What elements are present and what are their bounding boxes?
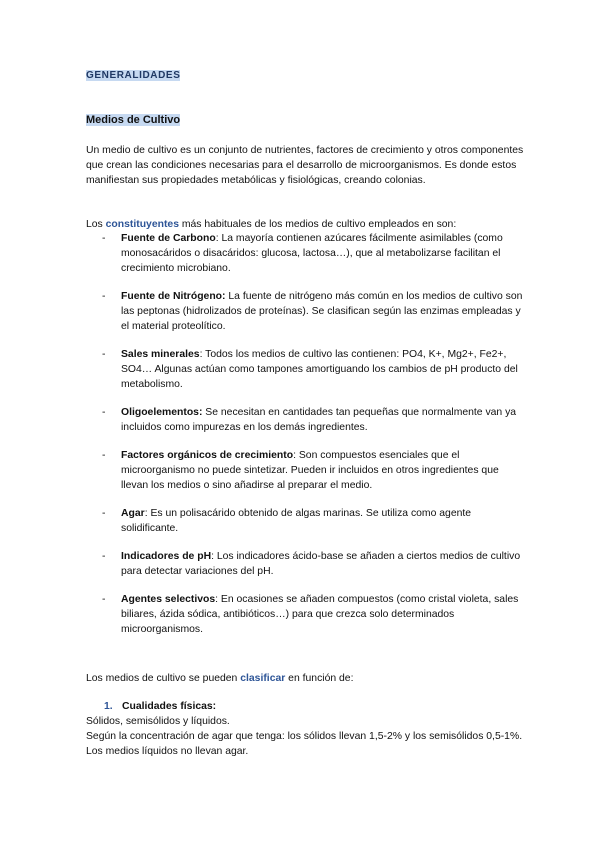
numbered-title: Cualidades físicas: [122,701,217,712]
item-term: Fuente de Carbono [121,233,216,244]
item-sep: : [215,233,219,244]
list-item [86,405,526,435]
physical-line-1: Sólidos, semisólidos y líquidos. [86,716,230,727]
list-item [86,448,526,493]
lead-before: Los [86,219,106,230]
subsection-heading [86,114,180,126]
classify-after: en función de: [285,673,354,684]
item-term: Agar [121,508,145,519]
clasificar-link[interactable]: clasificar [240,673,286,684]
item-term: Agentes selectivos [121,594,216,605]
heading-highlight: GENERALIDADES [86,70,181,81]
list-dash: - [102,233,106,244]
item-text: Los indicadores ácido-base se añaden a ciertos medios de cultivo para detectar variaciones del pH. [121,551,521,577]
list-dash: - [102,551,106,562]
list-item [86,289,526,334]
lead-after: más habituales de los medios de cultivo empleados en son: [178,219,457,230]
item-text: Es un polisacárido obtenido de algas marinas. Se utiliza como agente solidificante. [121,508,472,534]
item-text: La mayoría contienen azúcares fácilmente asimilables (como monosacáridos o disacáridos: glucosa, lactosa…), que al metabolizarse facilitan el crecimiento microbiano. [121,233,503,274]
item-sep: : [144,508,148,519]
physical-qualities-text [86,714,526,759]
section-heading [86,70,180,81]
item-text: Se necesitan en cantidades tan pequeñas que normalmente van ya incluidos como impurezas en los demás ingredientes. [121,407,517,433]
list-dash: - [102,349,106,360]
list-number: 1. [104,701,113,712]
subheading-highlight: Medios de Cultivo [86,114,181,126]
classify-before: Los medios de cultivo se pueden [86,673,241,684]
components-list [86,231,526,650]
list-item [86,506,526,536]
item-sep: : [293,450,296,461]
list-dash: - [102,594,106,605]
list-dash: - [102,291,106,302]
item-term: Oligoelementos: [121,407,203,418]
intro-paragraph: Un medio de cultivo es un conjunto de nutrientes, factores de crecimiento y otros componentes que crean las condiciones necesarias para el desarrollo de microorganismos. Es donde estos manifiestan sus propiedades metabólicas y fisiológicas, creando colonias. [86,145,524,186]
item-sep: : [211,551,214,562]
list-dash: - [102,407,106,418]
item-term: Indicadores de pH [121,551,212,562]
item-term: Sales minerales [121,349,200,360]
list-item [86,549,526,579]
list-item [86,231,526,276]
constituents-lead [86,217,526,232]
list-dash: - [102,450,106,461]
classification-lead [86,671,526,686]
item-sep: : [215,594,219,605]
item-text: La fuente de nitrógeno más común en los medios de cultivo son las peptonas (hidrolizados de proteínas). Se clasifican según las enzimas empleadas y el material proteolítico. [121,291,523,332]
constituyentes-link[interactable]: constituyentes [105,219,179,230]
item-text: Son compuestos esenciales que el microorganismo no puede sintetizar. Pueden ir incluidos en otros ingredientes que llevan los medios o sino añadirse al preparar el medio. [121,450,499,491]
physical-line-2: Según la concentración de agar que tenga: los sólidos llevan 1,5-2% y los semisólidos 0,5-1%. Los medios líquidos no llevan agar. [86,731,523,757]
list-item [86,592,526,637]
item-term: Factores orgánicos de crecimiento [121,450,294,461]
item-sep: : [199,349,203,360]
list-item [86,347,526,392]
list-dash: - [102,508,106,519]
item-text: En ocasiones se añaden compuestos (como cristal violeta, sales biliares, ázida sódica, antibióticos…) para que crezca solo determinados microorganismos. [121,594,519,635]
numbered-heading [104,699,216,714]
item-term: Fuente de Nitrógeno: [121,291,226,302]
item-text: Todos los medios de cultivo las contienen: PO4, K+, Mg2+, Fe2+, SO4… Algunas actúan como tampones amortiguando los cambios de pH producto del metabolismo. [121,349,518,390]
